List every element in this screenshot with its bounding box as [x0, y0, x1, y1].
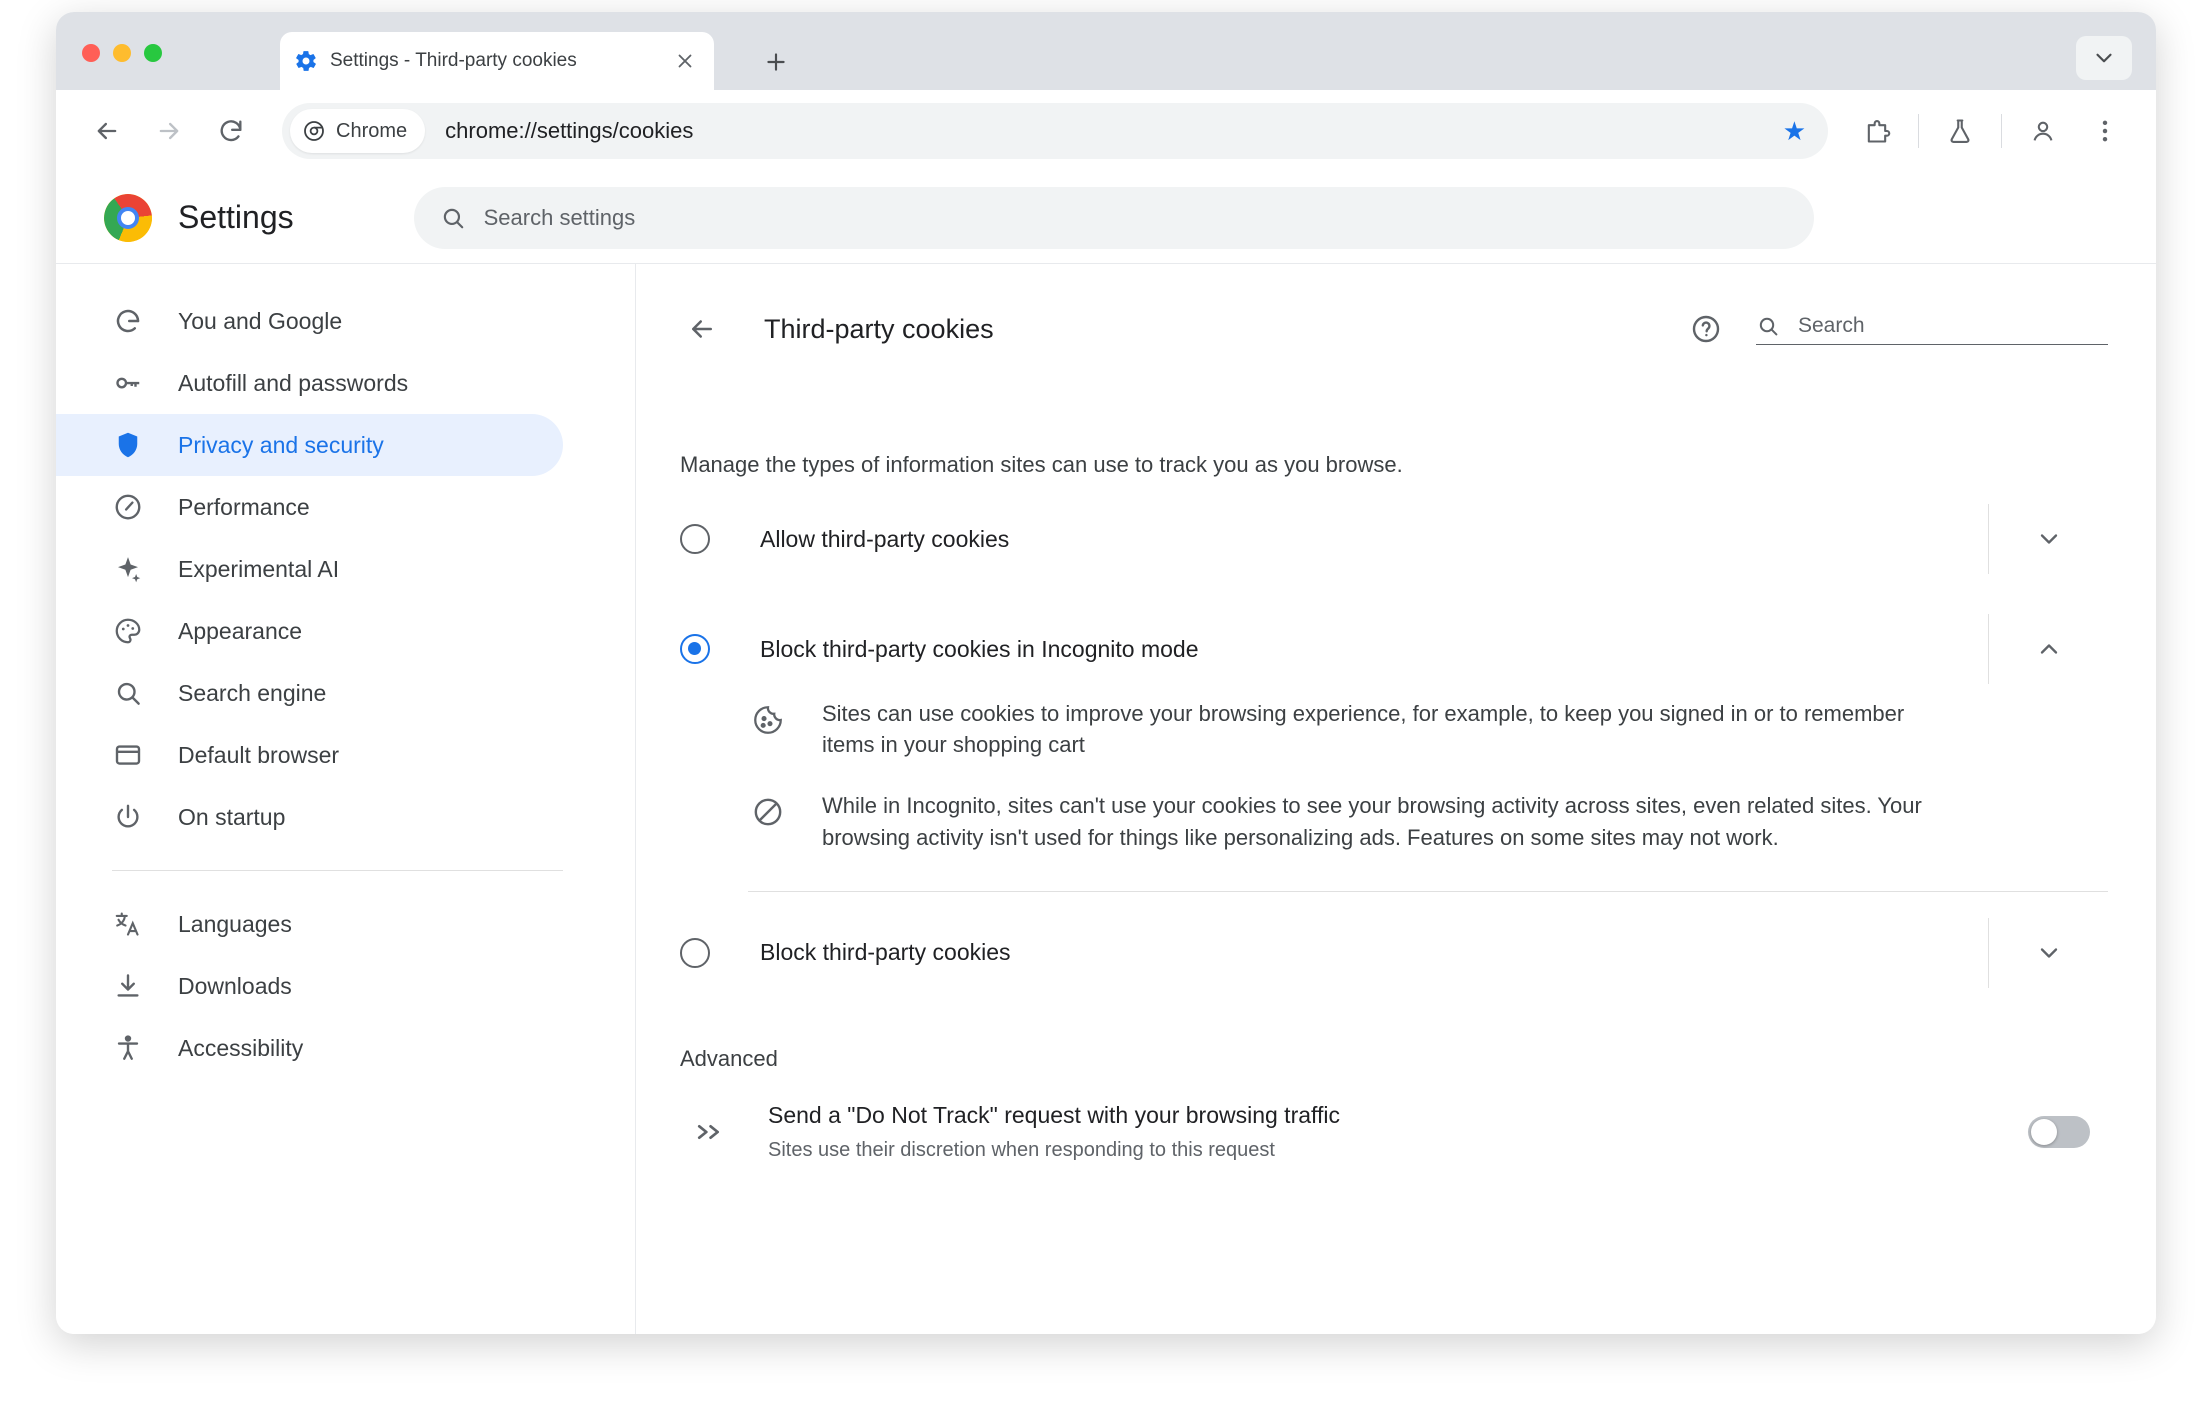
key-icon — [112, 367, 144, 399]
back-arrow-icon[interactable] — [678, 305, 726, 353]
subpage-title: Third-party cookies — [764, 313, 994, 344]
page-title: Settings — [178, 199, 294, 235]
sidebar-item-label: Search engine — [178, 679, 327, 706]
subpage-search-placeholder: Search — [1798, 313, 1865, 337]
power-icon — [112, 801, 144, 833]
sidebar-item-downloads[interactable] — [56, 955, 563, 1017]
close-window-button[interactable] — [82, 44, 100, 62]
sidebar-divider — [112, 870, 563, 871]
settings-sidebar — [56, 264, 636, 1334]
sidebar-item-label: Privacy and security — [178, 431, 384, 458]
option-block-third-party-cookies[interactable] — [678, 904, 2108, 1002]
detail-divider — [748, 891, 2108, 892]
bookmark-star-icon[interactable]: ★ — [1782, 115, 1806, 146]
detail-text: Sites can use cookies to improve your browsing experience, for example, to keep you signed in or to remember items in your shopping cart — [822, 701, 1905, 758]
address-bar[interactable] — [282, 103, 1828, 159]
minimize-window-button[interactable] — [113, 44, 131, 62]
help-circle-icon[interactable] — [1684, 307, 1728, 351]
profile-avatar-icon[interactable] — [2016, 104, 2070, 158]
sidebar-item-languages[interactable] — [56, 893, 563, 955]
translate-icon — [112, 908, 144, 940]
sidebar-item-label: Accessibility — [178, 1034, 304, 1061]
sidebar-item-label: Autofill and passwords — [178, 369, 409, 396]
settings-main-panel — [636, 264, 2156, 1334]
accessibility-icon — [112, 1032, 144, 1064]
download-icon — [112, 970, 144, 1002]
settings-search-input[interactable] — [414, 187, 1814, 249]
cookie-icon — [748, 700, 788, 740]
chrome-chip-icon — [302, 119, 326, 143]
sidebar-item-you-and-google[interactable] — [56, 290, 563, 352]
sidebar-item-privacy-and-security[interactable] — [56, 414, 563, 476]
palette-icon — [112, 615, 144, 647]
radio-button[interactable] — [680, 938, 710, 968]
subpage-search-input[interactable] — [1756, 314, 2108, 345]
tab-title: Settings - Third-party cookies — [330, 50, 577, 71]
detail-cookies — [678, 698, 2108, 760]
labs-flask-icon[interactable] — [1933, 104, 1987, 158]
extensions-icon[interactable] — [1850, 104, 1904, 158]
window-icon — [112, 739, 144, 771]
chevron-up-icon[interactable] — [1988, 614, 2108, 684]
url-text: chrome://settings/cookies — [445, 118, 694, 143]
sidebar-item-appearance[interactable] — [56, 600, 563, 662]
chevron-down-icon[interactable] — [2076, 36, 2132, 80]
sidebar-item-on-startup[interactable] — [56, 786, 563, 848]
back-arrow-icon[interactable] — [80, 104, 134, 158]
advanced-row-secondary: Sites use their discretion when responding to this request — [768, 1138, 1275, 1161]
settings-header — [56, 172, 2156, 264]
subpage-header — [678, 294, 2108, 364]
speedometer-icon — [112, 491, 144, 523]
sidebar-item-autofill-and-passwords[interactable] — [56, 352, 563, 414]
sidebar-item-label: You and Google — [178, 307, 343, 334]
detail-text: While in Incognito, sites can't use your cookies to see your browsing activity across sites, even related sites. Your browsing activity isn't used for things like personalizing ads. Features on some sites may not work. — [822, 793, 1922, 850]
chevron-down-icon[interactable] — [1988, 918, 2108, 988]
sparkle-icon — [112, 553, 144, 585]
forward-arrow-icon[interactable] — [142, 104, 196, 158]
browser-tab[interactable] — [280, 32, 714, 90]
tab-strip — [56, 12, 2156, 90]
magnifier-icon — [112, 677, 144, 709]
block-icon — [748, 792, 788, 832]
settings-body — [56, 264, 2156, 1334]
sidebar-item-label: On startup — [178, 803, 286, 830]
sidebar-item-search-engine[interactable] — [56, 662, 563, 724]
sidebar-item-label: Experimental AI — [178, 555, 340, 582]
chrome-logo-icon — [104, 194, 152, 242]
option-allow-third-party-cookies[interactable] — [678, 490, 2108, 588]
search-icon — [1756, 314, 1780, 338]
radio-button[interactable] — [680, 634, 710, 664]
sidebar-item-label: Performance — [178, 493, 310, 520]
toolbar-divider — [1918, 114, 1919, 148]
google-g-icon — [112, 305, 144, 337]
window-traffic-lights — [82, 44, 162, 62]
settings-search-placeholder: Search settings — [483, 204, 636, 230]
sidebar-item-label: Default browser — [178, 741, 340, 768]
sidebar-item-accessibility[interactable] — [56, 1017, 563, 1079]
advanced-row-do-not-track[interactable] — [678, 1102, 2108, 1162]
new-tab-button[interactable] — [756, 42, 796, 82]
chevron-down-icon[interactable] — [1988, 504, 2108, 574]
search-icon — [440, 205, 466, 231]
advanced-row-primary: Send a "Do Not Track" request with your browsing traffic — [768, 1101, 1340, 1128]
sidebar-item-experimental-ai[interactable] — [56, 538, 563, 600]
do-not-track-toggle[interactable] — [2028, 1116, 2090, 1148]
radio-button[interactable] — [680, 524, 710, 554]
shield-icon — [112, 429, 144, 461]
site-chip[interactable] — [290, 109, 425, 153]
do-not-track-icon — [692, 1112, 732, 1152]
option-label: Block third-party cookies — [760, 939, 1011, 966]
close-icon[interactable] — [670, 46, 700, 76]
maximize-window-button[interactable] — [144, 44, 162, 62]
option-block-third-party-cookies-incognito[interactable] — [678, 600, 2108, 698]
sidebar-item-performance[interactable] — [56, 476, 563, 538]
browser-toolbar — [56, 90, 2156, 172]
gear-icon — [294, 49, 318, 73]
sidebar-item-label: Appearance — [178, 617, 303, 644]
sidebar-item-default-browser[interactable] — [56, 724, 563, 786]
reload-icon[interactable] — [204, 104, 258, 158]
sidebar-item-label: Languages — [178, 910, 292, 937]
advanced-row-texts — [768, 1102, 1992, 1162]
option-label: Allow third-party cookies — [760, 525, 1010, 552]
option-label: Block third-party cookies in Incognito mode — [760, 635, 1199, 662]
browser-window — [56, 12, 2156, 1334]
detail-incognito — [678, 790, 2108, 852]
intro-text: Manage the types of information sites can use to track you as you browse. — [680, 452, 1403, 477]
three-dot-menu-icon[interactable] — [2078, 104, 2132, 158]
site-chip-label: Chrome — [336, 119, 408, 142]
toolbar-divider-2 — [2001, 114, 2002, 148]
advanced-heading: Advanced — [680, 1045, 778, 1071]
sidebar-item-label: Downloads — [178, 972, 292, 999]
